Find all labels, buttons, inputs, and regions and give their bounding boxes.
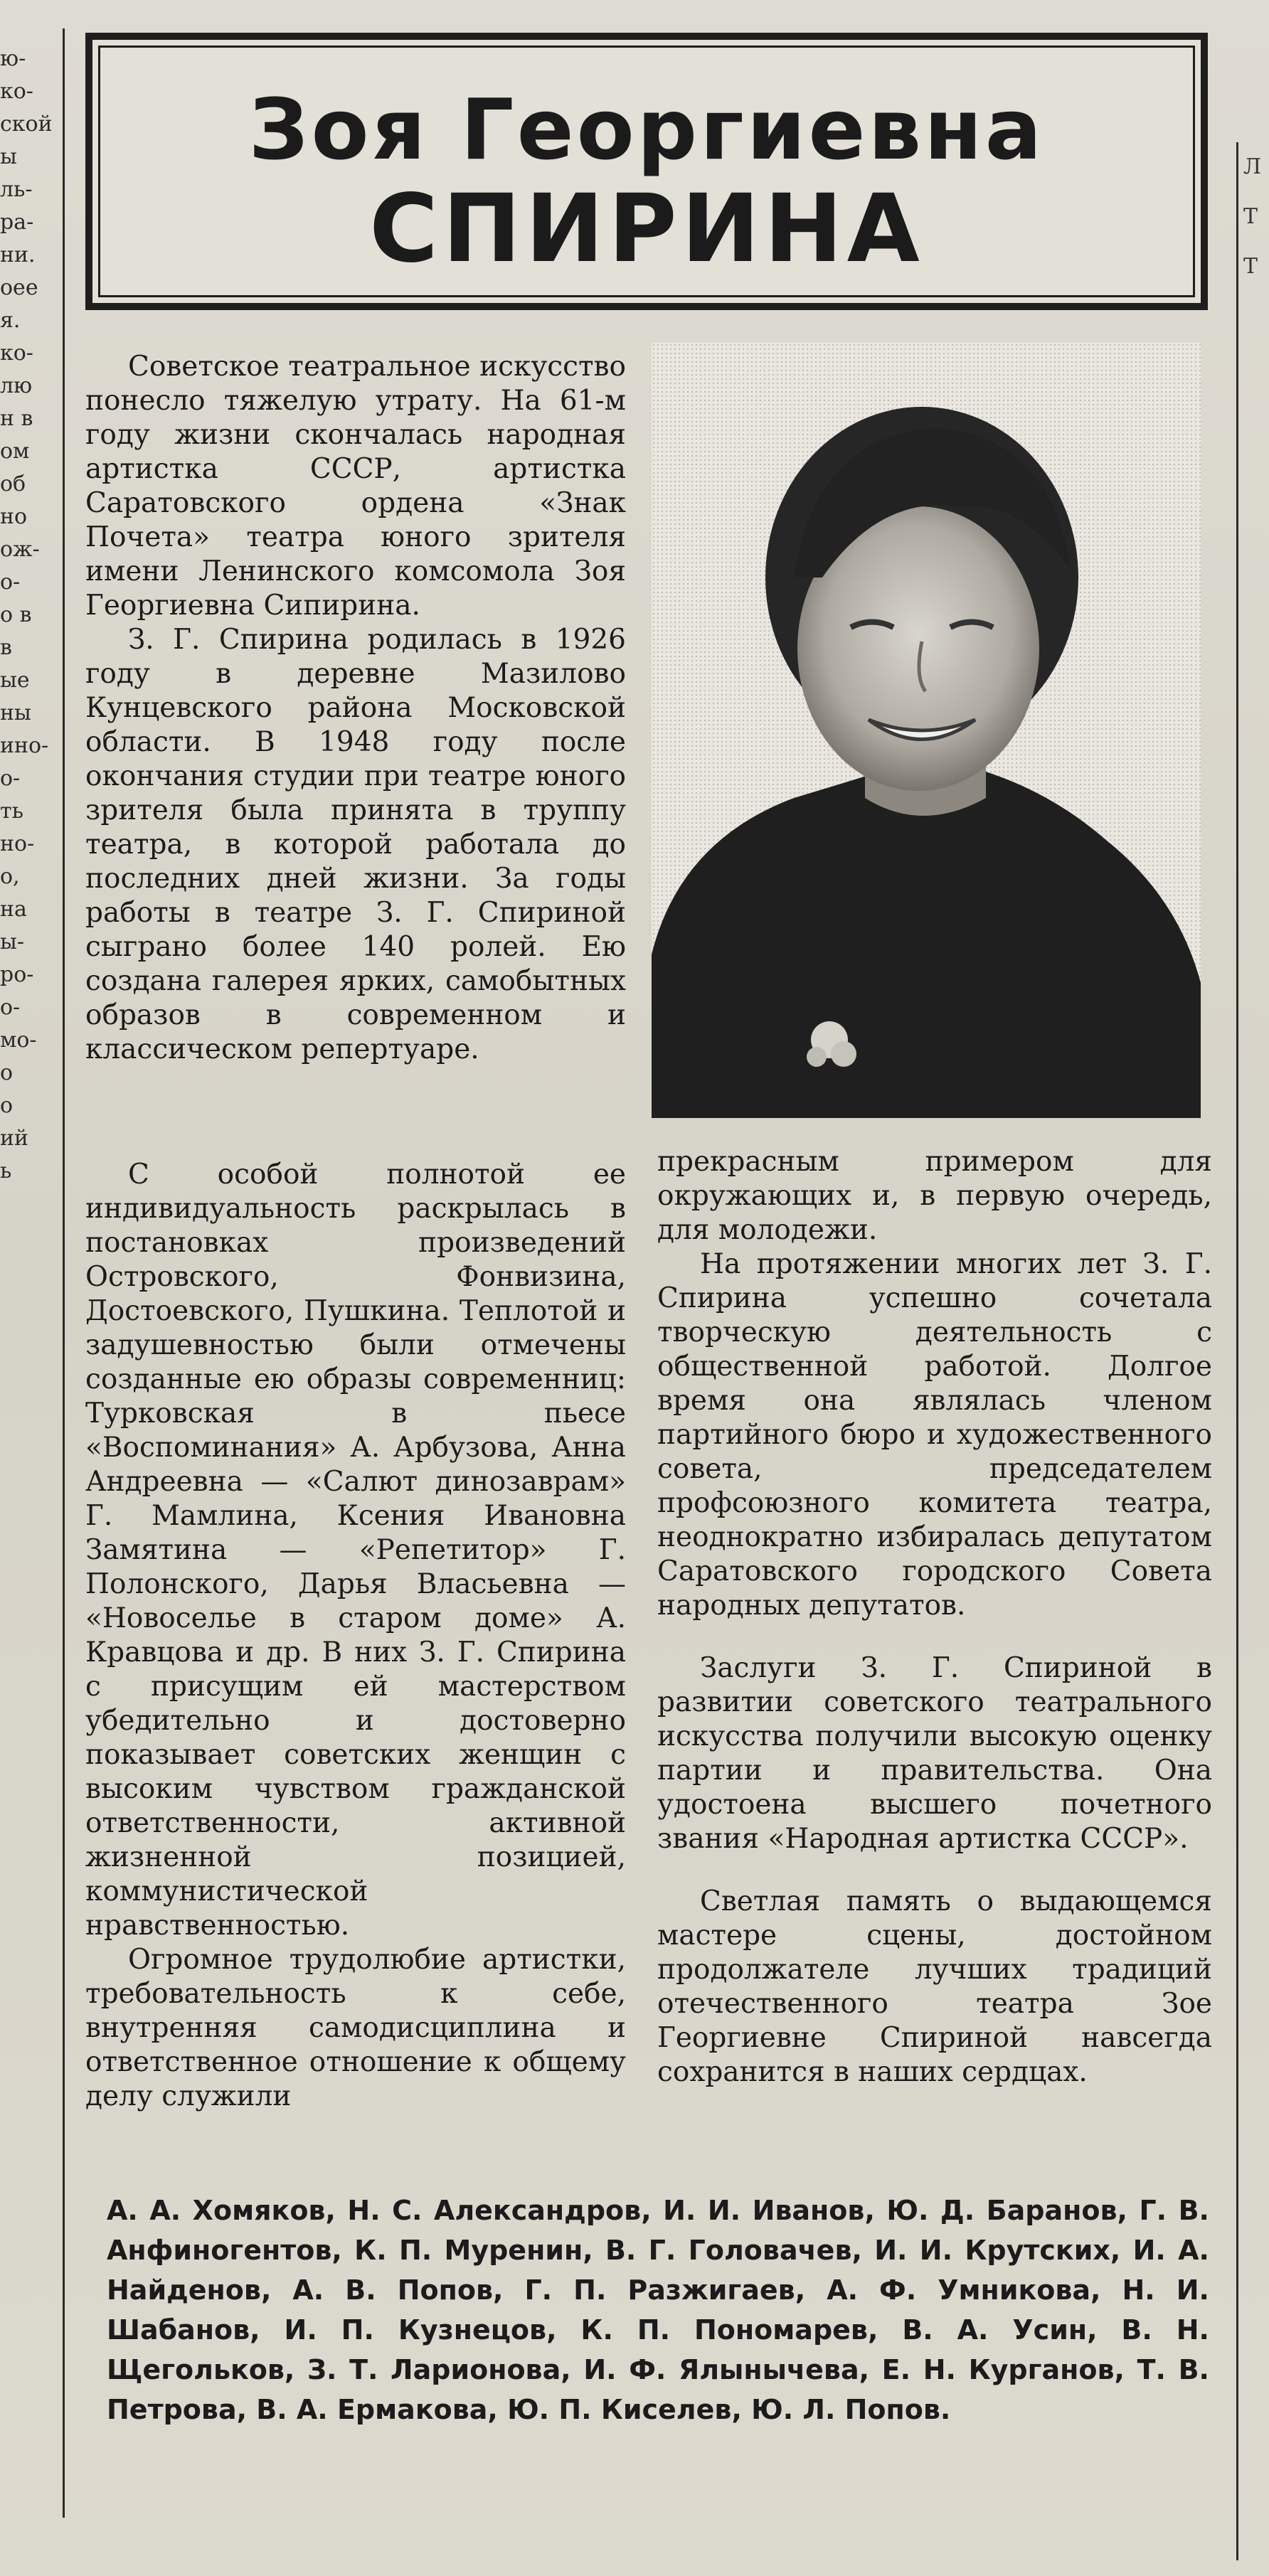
fragment-line: ые [0, 668, 30, 693]
fragment-line: но- [0, 831, 35, 856]
fragment-line: н в [0, 406, 33, 431]
fragment-line: о [0, 1060, 14, 1085]
fragment-line: Т [1243, 204, 1258, 229]
fragment-line: о [0, 1093, 14, 1118]
neighbour-column-fragment [0, 43, 57, 1451]
column-rule-left [63, 28, 65, 2518]
fragment-line: лю [0, 373, 33, 398]
fragment-line: о, [0, 864, 20, 889]
fragment-line: ы [0, 144, 17, 169]
fragment-line: ь [0, 1159, 12, 1183]
headline-surname: СПИРИНА [369, 174, 924, 284]
fragment-line: ть [0, 799, 23, 824]
fragment-line: ни. [0, 243, 36, 267]
portrait-photo [652, 343, 1201, 1118]
paragraph: Советское театральное искусство понесло тяжелую утрату. На 61-м году жизни скончалась народная артистка СССР, артистка Саратовского ордена «Знак Почета» театра юного зрителя имени Ленинского комсомола Зоя Георгиевна Сипирина. [85, 351, 626, 622]
article-column-left-bottom [85, 1158, 626, 2114]
headline-name: Зоя Георгиевна [248, 80, 1045, 179]
fragment-line: ской [0, 112, 53, 137]
obituary-headline-box [85, 33, 1208, 310]
paragraph: Заслуги З. Г. Спириной в развитии советского театрального искусства получили высокую оценку партии и правительства. Она удостоена высшего почетного звания «Народная артистка СССР». [657, 1652, 1212, 1855]
fragment-line: о- [0, 995, 21, 1020]
fragment-line: ий [0, 1126, 28, 1151]
fragment-line: ом [0, 439, 30, 464]
fragment-line: Л [1243, 154, 1262, 179]
paragraph: З. Г. Спирина родилась в 1926 году в деревне Мазилово Кунцевского района Московской области. В 1948 году после окончания студии при театре юного зрителя была принята в труппу театра, в которой работала до последних дней жизни. За годы работы в театре З. Г. Спириной сыграно более 140 ролей. Ею создана галерея ярких, самобытных образов в современном и классическом репертуаре. [85, 624, 626, 1065]
paragraph: Светлая память о выдающемся мастере сцены, достойном продолжателе лучших традиций отечественного театра Зое Георгиевне Спириной навсегда сохранится в наших сердцах. [657, 1885, 1212, 2088]
fragment-line: ра- [0, 210, 34, 235]
paragraph: С особой полнотой ее индивидуальность раскрылась в постановках произведений Островского, Фонвизина, Достоевского, Пушкина. Теплотой и задушевностью были отмечены созданные ею образы современниц: Турковская в пьесе «Воспоминания» А. Арбузова, Анна Андреевна — «Салют динозаврам» Г. Мамлина, Ксения Ивановна Замятина — «Репетитор» Г. Полонского, Дарья Власьевна — «Новоселье в старом доме» А. Кравцова и др. В них З. Г. Спирина с присущим ей мастерством убедительно и достоверно показывает советских женщин с высоким чувством гражданской ответственности, активной жизненной позицией, коммунистической нравственностью. [85, 1159, 626, 1942]
fragment-line: в [0, 635, 12, 660]
article-column-left-top [85, 350, 626, 1067]
fragment-line: я. [0, 308, 21, 333]
fragment-line: ко- [0, 341, 33, 366]
fragment-line: ко- [0, 79, 33, 104]
article-column-right [657, 1145, 1212, 2090]
fragment-line: ы- [0, 930, 25, 954]
fragment-line: ино- [0, 733, 49, 758]
headline-inner-frame [98, 46, 1195, 297]
fragment-line: ро- [0, 962, 34, 987]
fragment-line: об [0, 472, 26, 496]
fragment-line: оее [0, 275, 38, 300]
neighbour-column-fragment-right [1243, 142, 1269, 996]
paragraph: На протяжении многих лет З. Г. Спирина успешно сочетала творческую деятельность с общественной работой. Долгое время она являлась членом партийного бюро и художественного совета, председателем профсоюзного комитета театра, неоднократно избиралась депутатом Саратовского городского Совета народных депутатов. [657, 1248, 1212, 1622]
fragment-line: ю- [0, 46, 26, 71]
fragment-line: о- [0, 570, 21, 595]
signatories-list: А. А. Хомяков, Н. С. Александров, И. И. Иванов, Ю. Д. Баранов, Г. В. Анфиногентов, К. П. Муренин, В. Г. Головачев, И. И. Крутских, И. А. Найденов, А. В. Попов, Г. П. Разжигаев, А. Ф. Умникова, Н. И. Шабанов, И. П. Кузнецов, К. П. Пономарев, В. А. Усин, В. Н. Щегольков, З. Т. Ларионова, И. Ф. Ялынычева, Е. Н. Курганов, Т. В. Петрова, В. А. Ермакова, Ю. П. Киселев, Ю. Л. Попов. [107, 2195, 1209, 2425]
fragment-line: о- [0, 766, 21, 791]
column-rule-right [1236, 142, 1238, 2560]
fragment-line: на [0, 897, 27, 922]
fragment-line: ль- [0, 177, 33, 202]
portrait-drawing [652, 343, 1201, 1118]
fragment-line: Т [1243, 254, 1258, 279]
fragment-line: но [0, 504, 28, 529]
fragment-line: ож- [0, 537, 40, 562]
fragment-line: о в [0, 602, 32, 627]
paragraph: прекрасным примером для окружающих и, в первую очередь, для молодежи. [657, 1146, 1212, 1246]
fragment-line: мо- [0, 1028, 37, 1053]
paragraph: Огромное трудолюбие артистки, требовательность к себе, внутренняя самодисциплина и ответственное отношение к общему делу служили [85, 1944, 626, 2112]
fragment-line: ны [0, 701, 31, 725]
